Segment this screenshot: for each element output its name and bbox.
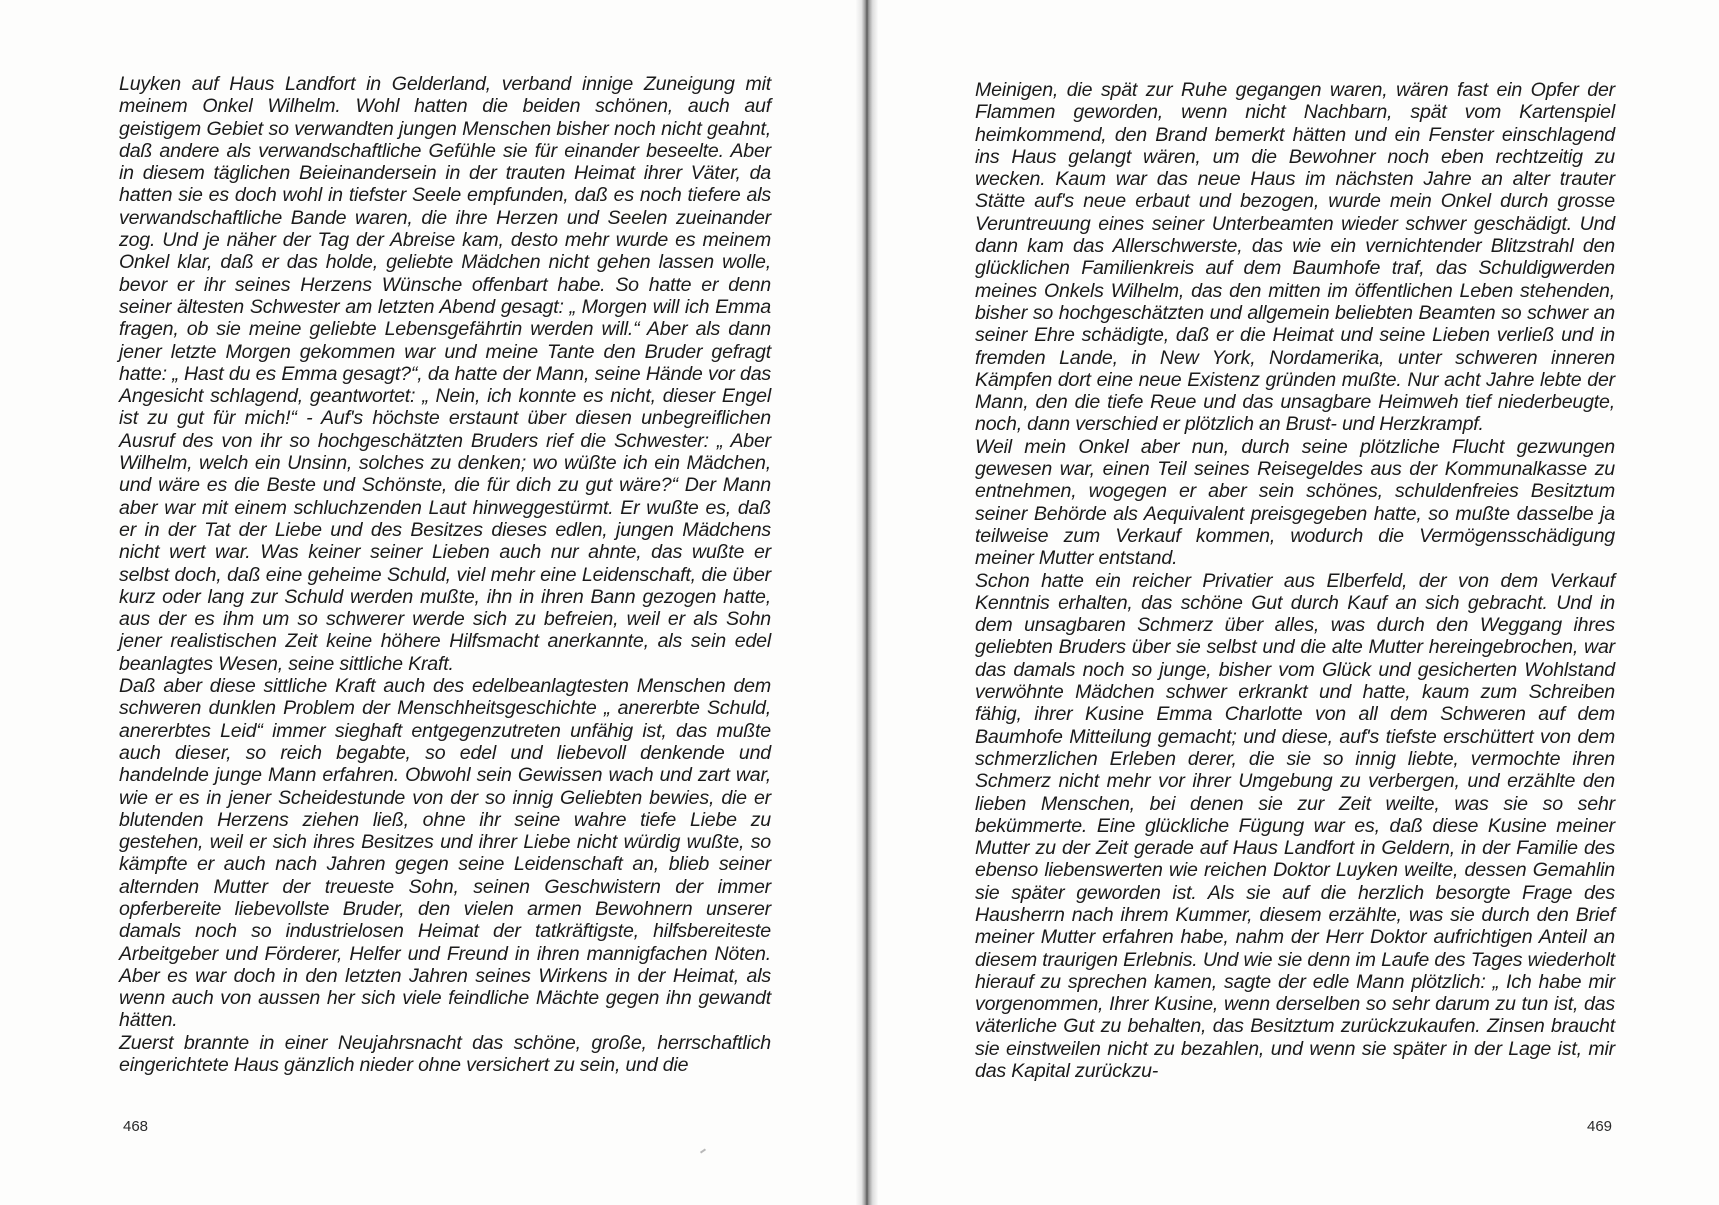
paragraph: Luyken auf Haus Landfort in Gelderland, verband innige Zuneigung mit meinem Onkel Wilhelm. Wohl hatten die beiden schönen, auch auf geistigem Gebiet so verwandten jungen Menschen bisher noch nicht geahnt, daß andere als verwandschaftliche Gefühle sie für einander beseelte. Aber in diesem täglichen Beieinandersein in der trauten Heimat ihrer Väter, da hatten sie es doch wohl in tiefster Seele empfunden, daß es noch tiefere als verwandschaftliche Bande waren, die ihre Herzen und Seelen zueinander zog. Und je näher der Tag der Abreise kam, desto mehr wurde es meinem Onkel klar, daß er das holde, geliebte Mädchen nicht gehen lassen wolle, bevor er ihr seines Herzens Wünsche offenbart habe. So hatte er denn seiner ältesten Schwester am letzten Abend gesagt: „ Morgen will ich Emma fragen, ob sie meine geliebte Lebensgefährtin werden will.“ Aber als dann jener letzte Morgen gekommen war und meine Tante den Bruder gefragt hatte: „ Hast du es Emma gesagt?“, da hatte der Mann, seine Hände vor das Angesicht schlagend, geantwortet: „ Nein, ich konnte es nicht, dieser Engel ist zu gut für mich!“ - Auf's höchste erstaunt über diesen unbegreiflichen Ausruf des von ihr so hochgeschätzten Bruders rief die Schwester: „ Aber Wilhelm, welch ein Unsinn, solches zu denken; wo wüßte ich ein Mädchen, und wäre es die Beste und Schönste, die für dich zu gut wäre?“ Der Mann aber war mit einem schluchzenden Laut hinweggestürmt. Er wußte es, daß er in der Tat der Liebe und des Besitzes dieses edlen, jungen Mädchens nicht wert war. Was keiner seiner Lieben auch nur ahnte, das wußte er selbst doch, daß eine geheime Schuld, viel mehr eine Leidenschaft, die über kurz oder lang zur Schuld werden mußte, ihn in ihren Bann gezogen hatte, aus der es ihm um so schwerer werde sich zu befreien, weil er als Sohn jener realistischen Zeit keine höhere Hilfsmacht anerkannte, als sein edel beanlagtes Wesen, seine sittliche Kraft.	[119, 73, 771, 675]
paragraph: Weil mein Onkel aber nun, durch seine plötzliche Flucht gezwungen gewesen war, einen Teil seines Reisegeldes aus der Kommunalkasse zu entnehmen, wogegen er aber sein schönes, schuldenfreies Besitztum seiner Behörde als Aequivalent preisgegeben hatte, so mußte dasselbe ja teilweise zum Verkauf kommen, wodurch die Vermögensschädigung meiner Mutter entstand.	[975, 435, 1615, 570]
left-page-body	[119, 73, 771, 1076]
paragraph: Daß aber diese sittliche Kraft auch des edelbeanlagtesten Menschen dem schweren dunklen Problem der Menschheitsgeschichte „ anererbte Schuld, anererbtes Leid“ immer sieghaft entgegenzutreten unfähig ist, das mußte auch dieser, so reich begabte, so edel und liebevoll denkende und handelnde junge Mann erfahren. Obwohl sein Gewissen wach und zart war, wie er es in jener Scheidestunde von der so innig Geliebten bewies, die er blutenden Herzens ziehen ließ, ohne ihr seine wahre tiefe Liebe zu gestehen, weil er sich ihres Besitzes und ihrer Liebe nicht würdig wußte, so kämpfte er auch nach Jahren gegen seine Leidenschaft an, blieb seiner alternden Mutter der treueste Sohn, seinen Geschwistern der immer opferbereite liebevollste Bruder, den vielen armen Bewohnern unserer damals noch so industrielosen Heimat der tatkräftigste, hilfsbereiteste Arbeitgeber und Förderer, Helfer und Freund in ihren mannigfachen Nöten. Aber es war doch in den letzten Jahren seines Wirkens in der Heimat, als wenn auch von aussen her sich viele feindliche Mächte gegen ihn gewandt hätten.	[119, 675, 771, 1032]
paragraph: Zuerst brannte in einer Neujahrsnacht das schöne, große, herrschaftlich eingerichtete Haus gänzlich nieder ohne versichert zu sein, und die	[119, 1031, 771, 1077]
right-page-body	[975, 79, 1615, 1082]
paragraph: Meinigen, die spät zur Ruhe gegangen waren, wären fast ein Opfer der Flammen geworden, wenn nicht Nachbarn, spät vom Kartenspiel heimkommend, den Brand bemerkt hätten und ein Fenster einschlagend ins Haus gelangt wären, um die Bewohner noch eben rechtzeitig zu wecken. Kaum war das neue Haus im nächsten Jahre an alter trauter Stätte auf's neue erbaut und bezogen, wurde mein Onkel durch grosse Veruntreuung eines seiner Unterbeamten wieder schwer geschädigt. Und dann kam das Allerschwerste, das wie ein vernichtender Blitzstrahl den glücklichen Familienkreis auf dem Baumhofe traf, das Schuldigwerden meines Onkels Wilhelm, das den mitten im öffentlichen Leben stehenden, bisher so hochgeschätzten und allgemein beliebten Beamten so schwer an seiner Ehre schädigte, daß er die Heimat und seine Lieben verließ und in fremden Lande, in New York, Nordamerika, unter schweren inneren Kämpfen dort eine neue Existenz gründen mußte. Nur acht Jahre lebte der Mann, den die tiefe Reue und das unsagbare Heimweh tief niederbeugte, noch, dann verschied er plötzlich an Brust- und Herzkrampf.	[975, 79, 1615, 436]
page-number: 468	[123, 1118, 149, 1135]
paragraph: Schon hatte ein reicher Privatier aus Elberfeld, der von dem Verkauf Kenntnis erhalten, das schöne Gut durch Kauf an sich gebracht. Und in dem unsagbaren Schmerz über alles, was durch den Weggang ihres geliebten Bruders über sie selbst und die alte Mutter hereingebrochen, war das damals noch so junge, bisher vom Glück und gesicherten Wohlstand verwöhnte Mädchen schwer erkrankt und hatte, kaum zum Schreiben fähig, ihrer Kusine Emma Charlotte von all dem Schweren auf dem Baumhofe Mitteilung gemacht; und diese, auf's tiefste erschüttert von dem schmerzlichen Erleben derer, die sie so innig liebte, vermochte ihren Schmerz nicht mehr vor ihrer Umgebung zu verbergen, und erzählte den lieben Menschen, bei denen sie zur Zeit weilte, was sie so sehr bekümmerte. Eine glückliche Fügung war es, daß diese Kusine meiner Mutter zu der Zeit gerade auf Haus Landfort in Geldern, in der Familie des ebenso liebenswerten wie reichen Doktor Luyken weilte, dessen Gemahlin sie später geworden ist. Als sie auf die herzlich besorgte Frage des Hausherrn nach ihrem Kummer, diesem erzählte, was sie durch den Brief meiner Mutter erfahren habe, nahm der Herr Doktor aufrichtigen Anteil an diesem traurigen Erlebnis. Und wie sie denn im Laufe des Tages wiederholt hierauf zu sprechen kamen, sagte der edle Mann plötzlich: „ Ich habe mir vorgenommen, Ihrer Kusine, wenn derselben so sehr darum zu tun ist, das väterliche Gut zu behalten, das Besitztum zurückzukaufen. Zinsen braucht sie einstweilen nicht zu bezahlen, und wenn sie später in der Lage ist, mir das Kapital zurückzu-	[975, 569, 1615, 1083]
page-number: 469	[1587, 1118, 1613, 1135]
right-page	[876, 0, 1719, 1205]
book-gutter	[856, 0, 878, 1205]
